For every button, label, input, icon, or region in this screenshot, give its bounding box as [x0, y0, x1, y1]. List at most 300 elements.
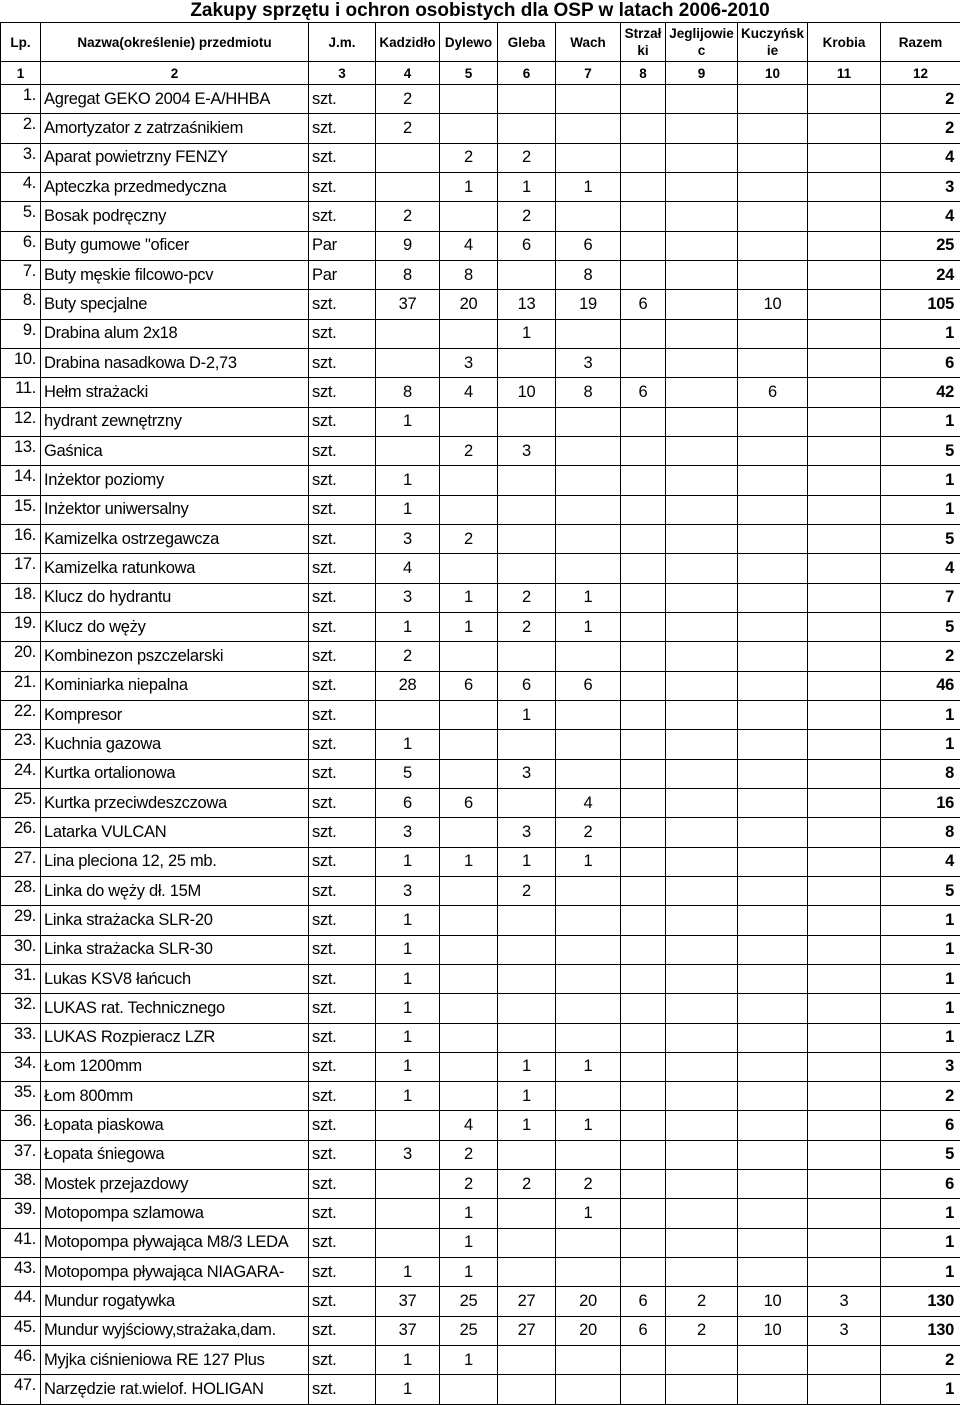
count-krobia [808, 994, 881, 1023]
count-strzalki [621, 642, 666, 671]
total-cell: 1 [881, 1023, 960, 1052]
unit-cell: szt. [309, 1023, 376, 1052]
item-name: Drabina alum 2x18 [41, 319, 309, 348]
table-row [1, 788, 960, 817]
row-number: 38. [1, 1170, 41, 1199]
count-kuczynskie [738, 671, 808, 700]
row-number: 23. [1, 730, 41, 759]
count-krobia [808, 1228, 881, 1257]
column-number: 7 [556, 62, 621, 85]
count-kadzidlo: 9 [376, 231, 440, 260]
total-cell: 130 [881, 1316, 960, 1345]
count-dylewo [440, 202, 498, 231]
count-kadzidlo: 1 [376, 1346, 440, 1375]
count-kadzidlo: 1 [376, 1082, 440, 1111]
column-header: Razem [881, 23, 960, 62]
column-number: 10 [738, 62, 808, 85]
row-number: 18. [1, 583, 41, 612]
row-number: 6. [1, 231, 41, 260]
column-header: Jeglijowie c [666, 23, 738, 62]
column-header: Nazwa(określenie) przedmiotu [41, 23, 309, 62]
count-dylewo: 1 [440, 1346, 498, 1375]
count-kuczynskie [738, 1111, 808, 1140]
count-strzalki [621, 1346, 666, 1375]
row-number: 5. [1, 202, 41, 231]
total-cell: 42 [881, 378, 960, 407]
count-dylewo [440, 730, 498, 759]
count-jeglijowiec [666, 935, 738, 964]
count-wach [556, 524, 621, 553]
item-name: Lukas KSV8 łańcuch [41, 964, 309, 993]
count-wach [556, 876, 621, 905]
count-gleba [498, 935, 556, 964]
count-kuczynskie [738, 202, 808, 231]
count-strzalki [621, 1052, 666, 1081]
count-strzalki: 6 [621, 290, 666, 319]
count-wach: 1 [556, 847, 621, 876]
count-dylewo [440, 85, 498, 114]
count-strzalki [621, 964, 666, 993]
count-gleba [498, 788, 556, 817]
count-dylewo [440, 964, 498, 993]
count-dylewo [440, 818, 498, 847]
item-name: Kurtka przeciwdeszczowa [41, 788, 309, 817]
count-jeglijowiec [666, 671, 738, 700]
count-gleba: 2 [498, 876, 556, 905]
count-strzalki [621, 671, 666, 700]
count-gleba: 10 [498, 378, 556, 407]
count-krobia [808, 378, 881, 407]
count-strzalki [621, 348, 666, 377]
count-strzalki [621, 1199, 666, 1228]
item-name: Mundur rogatywka [41, 1287, 309, 1316]
total-cell: 1 [881, 730, 960, 759]
row-number: 29. [1, 906, 41, 935]
count-gleba: 13 [498, 290, 556, 319]
count-jeglijowiec [666, 1052, 738, 1081]
count-jeglijowiec [666, 906, 738, 935]
unit-cell: szt. [309, 906, 376, 935]
item-name: Motopompa pływająca NIAGARA- [41, 1258, 309, 1287]
count-kuczynskie [738, 994, 808, 1023]
count-kadzidlo: 1 [376, 495, 440, 524]
table-row [1, 202, 960, 231]
count-jeglijowiec [666, 143, 738, 172]
count-krobia [808, 407, 881, 436]
count-krobia [808, 964, 881, 993]
count-gleba: 2 [498, 612, 556, 641]
count-krobia [808, 1140, 881, 1169]
table-row [1, 1316, 960, 1345]
total-cell: 4 [881, 143, 960, 172]
count-gleba [498, 994, 556, 1023]
count-strzalki [621, 730, 666, 759]
count-jeglijowiec [666, 1082, 738, 1111]
total-cell: 5 [881, 436, 960, 465]
total-cell: 24 [881, 260, 960, 289]
count-wach [556, 906, 621, 935]
count-wach [556, 759, 621, 788]
count-krobia [808, 143, 881, 172]
count-wach [556, 143, 621, 172]
count-kadzidlo [376, 1228, 440, 1257]
unit-cell: szt. [309, 1258, 376, 1287]
row-number: 20. [1, 642, 41, 671]
count-kuczynskie: 10 [738, 1316, 808, 1345]
count-jeglijowiec [666, 231, 738, 260]
unit-cell: szt. [309, 143, 376, 172]
count-jeglijowiec [666, 759, 738, 788]
item-name: Agregat GEKO 2004 E-A/HHBA [41, 85, 309, 114]
total-cell: 6 [881, 1111, 960, 1140]
total-cell: 105 [881, 290, 960, 319]
row-number: 47. [1, 1375, 41, 1404]
row-number: 34. [1, 1052, 41, 1081]
count-strzalki [621, 1082, 666, 1111]
count-wach [556, 407, 621, 436]
count-krobia [808, 202, 881, 231]
count-dylewo [440, 1375, 498, 1404]
count-krobia [808, 1375, 881, 1404]
row-number: 33. [1, 1023, 41, 1052]
unit-cell: szt. [309, 1287, 376, 1316]
count-dylewo [440, 114, 498, 143]
count-jeglijowiec [666, 260, 738, 289]
count-kuczynskie [738, 1082, 808, 1111]
table-row [1, 847, 960, 876]
count-gleba: 2 [498, 1170, 556, 1199]
row-number: 41. [1, 1228, 41, 1257]
count-dylewo [440, 1023, 498, 1052]
count-dylewo [440, 1082, 498, 1111]
count-wach [556, 1082, 621, 1111]
item-name: Linka strażacka SLR-20 [41, 906, 309, 935]
count-jeglijowiec [666, 319, 738, 348]
count-jeglijowiec [666, 1140, 738, 1169]
count-krobia [808, 1111, 881, 1140]
count-gleba [498, 524, 556, 553]
count-kadzidlo [376, 348, 440, 377]
count-gleba [498, 1140, 556, 1169]
count-kadzidlo: 2 [376, 114, 440, 143]
count-wach: 2 [556, 818, 621, 847]
count-gleba [498, 466, 556, 495]
count-kadzidlo: 3 [376, 876, 440, 905]
count-strzalki: 6 [621, 1316, 666, 1345]
item-name: hydrant zewnętrzny [41, 407, 309, 436]
count-wach [556, 466, 621, 495]
column-header: Gleba [498, 23, 556, 62]
count-krobia [808, 788, 881, 817]
count-kuczynskie [738, 612, 808, 641]
table-row [1, 759, 960, 788]
count-gleba: 27 [498, 1316, 556, 1345]
item-name: Mundur wyjściowy,strażaka,dam. [41, 1316, 309, 1345]
unit-cell: szt. [309, 172, 376, 201]
count-dylewo [440, 466, 498, 495]
count-gleba: 1 [498, 700, 556, 729]
count-kadzidlo: 1 [376, 847, 440, 876]
table-row [1, 85, 960, 114]
count-krobia [808, 348, 881, 377]
column-header: Kuczyńsk ie [738, 23, 808, 62]
item-name: Motopompa pływająca M8/3 LEDA [41, 1228, 309, 1257]
column-number-row [1, 62, 960, 85]
count-wach: 20 [556, 1316, 621, 1345]
table-row [1, 1346, 960, 1375]
count-wach [556, 642, 621, 671]
item-name: Łom 800mm [41, 1082, 309, 1111]
count-strzalki [621, 847, 666, 876]
count-kadzidlo: 28 [376, 671, 440, 700]
count-kuczynskie [738, 85, 808, 114]
count-kuczynskie [738, 583, 808, 612]
count-strzalki [621, 583, 666, 612]
count-krobia [808, 759, 881, 788]
count-gleba: 2 [498, 583, 556, 612]
count-jeglijowiec [666, 290, 738, 319]
total-cell: 4 [881, 847, 960, 876]
count-wach [556, 1375, 621, 1404]
count-wach [556, 85, 621, 114]
count-krobia [808, 876, 881, 905]
count-strzalki: 6 [621, 378, 666, 407]
count-kadzidlo: 2 [376, 642, 440, 671]
unit-cell: szt. [309, 1228, 376, 1257]
count-kuczynskie [738, 642, 808, 671]
count-jeglijowiec [666, 407, 738, 436]
table-row [1, 1199, 960, 1228]
item-name: Bosak podręczny [41, 202, 309, 231]
count-gleba: 1 [498, 1082, 556, 1111]
count-dylewo [440, 495, 498, 524]
count-kuczynskie [738, 759, 808, 788]
total-cell: 5 [881, 524, 960, 553]
count-jeglijowiec [666, 1258, 738, 1287]
unit-cell: szt. [309, 700, 376, 729]
count-dylewo [440, 994, 498, 1023]
count-krobia [808, 554, 881, 583]
count-kuczynskie: 10 [738, 290, 808, 319]
count-krobia [808, 1082, 881, 1111]
count-dylewo [440, 407, 498, 436]
count-dylewo: 1 [440, 172, 498, 201]
item-name: Łopata śniegowa [41, 1140, 309, 1169]
total-cell: 1 [881, 466, 960, 495]
item-name: Kombinezon pszczelarski [41, 642, 309, 671]
unit-cell: szt. [309, 319, 376, 348]
count-dylewo: 4 [440, 1111, 498, 1140]
count-dylewo: 1 [440, 1199, 498, 1228]
count-kuczynskie [738, 231, 808, 260]
count-wach [556, 700, 621, 729]
count-jeglijowiec [666, 202, 738, 231]
count-jeglijowiec [666, 994, 738, 1023]
count-kadzidlo [376, 319, 440, 348]
count-strzalki [621, 876, 666, 905]
unit-cell: szt. [309, 847, 376, 876]
table-row [1, 935, 960, 964]
row-number: 45. [1, 1316, 41, 1345]
count-strzalki [621, 466, 666, 495]
count-krobia [808, 260, 881, 289]
count-kuczynskie [738, 1052, 808, 1081]
count-jeglijowiec [666, 818, 738, 847]
count-strzalki [621, 524, 666, 553]
item-name: Buty gumowe "oficer [41, 231, 309, 260]
count-gleba [498, 1199, 556, 1228]
row-number: 17. [1, 554, 41, 583]
count-wach: 4 [556, 788, 621, 817]
unit-cell: szt. [309, 935, 376, 964]
row-number: 37. [1, 1140, 41, 1169]
row-number: 46. [1, 1346, 41, 1375]
total-cell: 1 [881, 407, 960, 436]
count-kadzidlo: 8 [376, 260, 440, 289]
item-name: Buty męskie filcowo-pcv [41, 260, 309, 289]
count-wach [556, 730, 621, 759]
count-kadzidlo: 37 [376, 290, 440, 319]
count-wach [556, 495, 621, 524]
unit-cell: szt. [309, 1170, 376, 1199]
count-strzalki [621, 1170, 666, 1199]
column-number: 6 [498, 62, 556, 85]
total-cell: 2 [881, 85, 960, 114]
total-cell: 5 [881, 876, 960, 905]
unit-cell: szt. [309, 642, 376, 671]
count-kuczynskie [738, 260, 808, 289]
count-gleba [498, 964, 556, 993]
count-dylewo [440, 642, 498, 671]
count-krobia [808, 818, 881, 847]
count-kadzidlo: 1 [376, 612, 440, 641]
unit-cell: szt. [309, 788, 376, 817]
count-wach: 1 [556, 583, 621, 612]
row-number: 13. [1, 436, 41, 465]
count-gleba [498, 1346, 556, 1375]
count-strzalki [621, 143, 666, 172]
count-kuczynskie [738, 524, 808, 553]
table-row [1, 730, 960, 759]
item-name: Kominiarka niepalna [41, 671, 309, 700]
count-kuczynskie [738, 935, 808, 964]
count-kadzidlo [376, 700, 440, 729]
total-cell: 6 [881, 348, 960, 377]
count-kadzidlo [376, 143, 440, 172]
count-strzalki [621, 407, 666, 436]
count-kadzidlo: 1 [376, 1258, 440, 1287]
item-name: Mostek przejazdowy [41, 1170, 309, 1199]
item-name: Kamizelka ostrzegawcza [41, 524, 309, 553]
unit-cell: Par [309, 231, 376, 260]
total-cell: 130 [881, 1287, 960, 1316]
unit-cell: szt. [309, 495, 376, 524]
count-krobia [808, 466, 881, 495]
count-dylewo: 2 [440, 1140, 498, 1169]
count-jeglijowiec [666, 524, 738, 553]
total-cell: 4 [881, 202, 960, 231]
count-jeglijowiec [666, 114, 738, 143]
count-dylewo: 2 [440, 143, 498, 172]
count-wach: 8 [556, 260, 621, 289]
column-number: 5 [440, 62, 498, 85]
count-dylewo: 4 [440, 231, 498, 260]
table-row [1, 143, 960, 172]
count-kuczynskie [738, 554, 808, 583]
table-row [1, 1111, 960, 1140]
count-wach [556, 964, 621, 993]
count-wach: 1 [556, 1199, 621, 1228]
count-dylewo: 2 [440, 524, 498, 553]
row-number: 25. [1, 788, 41, 817]
count-dylewo: 1 [440, 583, 498, 612]
count-dylewo [440, 935, 498, 964]
column-header: Wach [556, 23, 621, 62]
count-wach [556, 1258, 621, 1287]
table-row [1, 524, 960, 553]
count-krobia [808, 1346, 881, 1375]
count-jeglijowiec [666, 348, 738, 377]
count-kuczynskie [738, 788, 808, 817]
count-strzalki [621, 906, 666, 935]
count-jeglijowiec [666, 730, 738, 759]
count-kadzidlo: 6 [376, 788, 440, 817]
count-dylewo: 8 [440, 260, 498, 289]
count-wach [556, 935, 621, 964]
total-cell: 2 [881, 1082, 960, 1111]
item-name: Linka strażacka SLR-30 [41, 935, 309, 964]
count-dylewo [440, 1052, 498, 1081]
total-cell: 1 [881, 1228, 960, 1257]
count-gleba [498, 1375, 556, 1404]
total-cell: 5 [881, 612, 960, 641]
item-name: Klucz do hydrantu [41, 583, 309, 612]
table-row [1, 964, 960, 993]
count-dylewo: 20 [440, 290, 498, 319]
count-jeglijowiec [666, 1346, 738, 1375]
count-kadzidlo: 1 [376, 935, 440, 964]
count-strzalki [621, 260, 666, 289]
equipment-table [0, 22, 960, 1405]
count-kuczynskie [738, 319, 808, 348]
row-number: 24. [1, 759, 41, 788]
unit-cell: szt. [309, 436, 376, 465]
count-strzalki [621, 172, 666, 201]
total-cell: 1 [881, 495, 960, 524]
unit-cell: szt. [309, 466, 376, 495]
count-krobia [808, 906, 881, 935]
count-kadzidlo: 1 [376, 964, 440, 993]
count-kadzidlo [376, 1199, 440, 1228]
table-row [1, 671, 960, 700]
count-jeglijowiec: 2 [666, 1287, 738, 1316]
total-cell: 1 [881, 935, 960, 964]
unit-cell: szt. [309, 612, 376, 641]
column-number: 1 [1, 62, 41, 85]
count-strzalki [621, 554, 666, 583]
count-strzalki [621, 612, 666, 641]
count-kuczynskie [738, 466, 808, 495]
count-dylewo: 1 [440, 1228, 498, 1257]
count-kadzidlo: 8 [376, 378, 440, 407]
count-gleba [498, 642, 556, 671]
row-number: 4. [1, 172, 41, 201]
count-gleba [498, 1023, 556, 1052]
item-name: Aparat powietrzny FENZY [41, 143, 309, 172]
unit-cell: szt. [309, 407, 376, 436]
count-jeglijowiec [666, 1111, 738, 1140]
column-header: Lp. [1, 23, 41, 62]
